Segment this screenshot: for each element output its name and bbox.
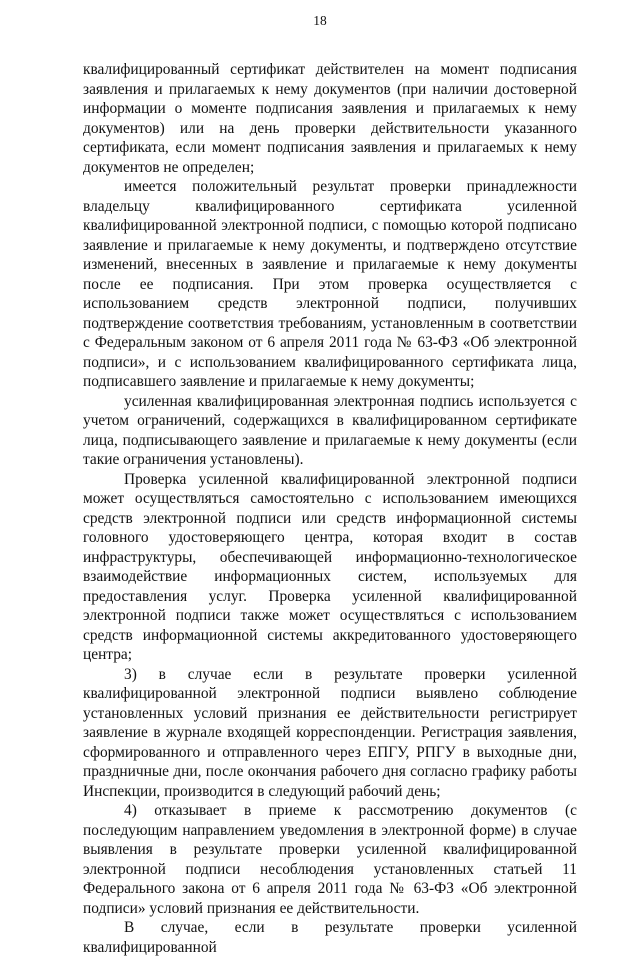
- paragraph-verification-means: Проверка усиленной квалифицированной электронной подписи может осуществляться самостоятельно с использованием имеющихся средств электронной подписи или средств информационной системы головного удостоверяющего центра, которая входит в состав инфраструктуры, обеспечивающей информационно-технологическое взаимодействие информационных систем, используемых для предоставления услуг. Проверка усиленной квалифицированной электронной подписи также может осуществляться с использованием средств информационной системы аккредитованного удостоверяющего центра;: [83, 470, 577, 663]
- page-number: 18: [313, 13, 327, 28]
- document-body: [83, 60, 577, 957]
- paragraph-positive-verification: имеется положительный результат проверки принадлежности владельцу квалифицированного сертификата усиленной квалифицированной электронной подписи, с помощью которой подписано заявление и прилагаемые к нему документы, и подтверждено отсутствие изменений, внесенных в заявление и прилагаемые к нему документы после ее подписания. При этом проверка осуществляется с использованием средств электронной подписи, получивших подтверждение соответствия требованиям, установленным в соответствии с Федеральным законом от 6 апреля 2011 года № 63-ФЗ «Об электронной подписи», и с использованием квалифицированного сертификата лица, подписавшего заявление и прилагаемые к нему документы;: [83, 178, 577, 390]
- paragraph-signature-restrictions: усиленная квалифицированная электронная подпись используется с учетом ограничений, содержащихся в квалифицированном сертификате лица, подписывающего заявление и прилагаемые к нему документы (если такие ограничения установлены).: [83, 392, 577, 468]
- paragraph-certificate-valid: квалифицированный сертификат действителен на момент подписания заявления и прилагаемых к нему документов (при наличии достоверной информации о моменте подписания заявления и прилагаемых к нему документов) или на день проверки действительности указанного сертификата, если момент подписания заявления и прилагаемых к нему документов не определен;: [83, 61, 577, 176]
- paragraph-item-4: 4) отказывает в приеме к рассмотрению документов (с последующим направлением уведомления в электронной форме) в случае выявления в результате проверки усиленной квалифицированной электронной подписи несоблюдения установленных статьей 11 Федерального закона от 6 апреля 2011 года № 63-ФЗ «Об электронной подписи» условий признания ее действительности.: [83, 802, 577, 917]
- paragraph-item-3: 3) в случае если в результате проверки усиленной квалифицированной электронной подписи выявлено соблюдение установленных условий признания ее действительности регистрирует заявление в журнале входящей корреспонденции. Регистрация заявления, сформированного и отправленного через ЕПГУ, РПГУ в выходные дни, праздничные дни, после окончания рабочего дня согласно графику работы Инспекции, производится в следующий рабочий день;: [83, 665, 577, 800]
- paragraph-continuation: В случае, если в результате проверки усиленной квалифицированной: [83, 919, 577, 956]
